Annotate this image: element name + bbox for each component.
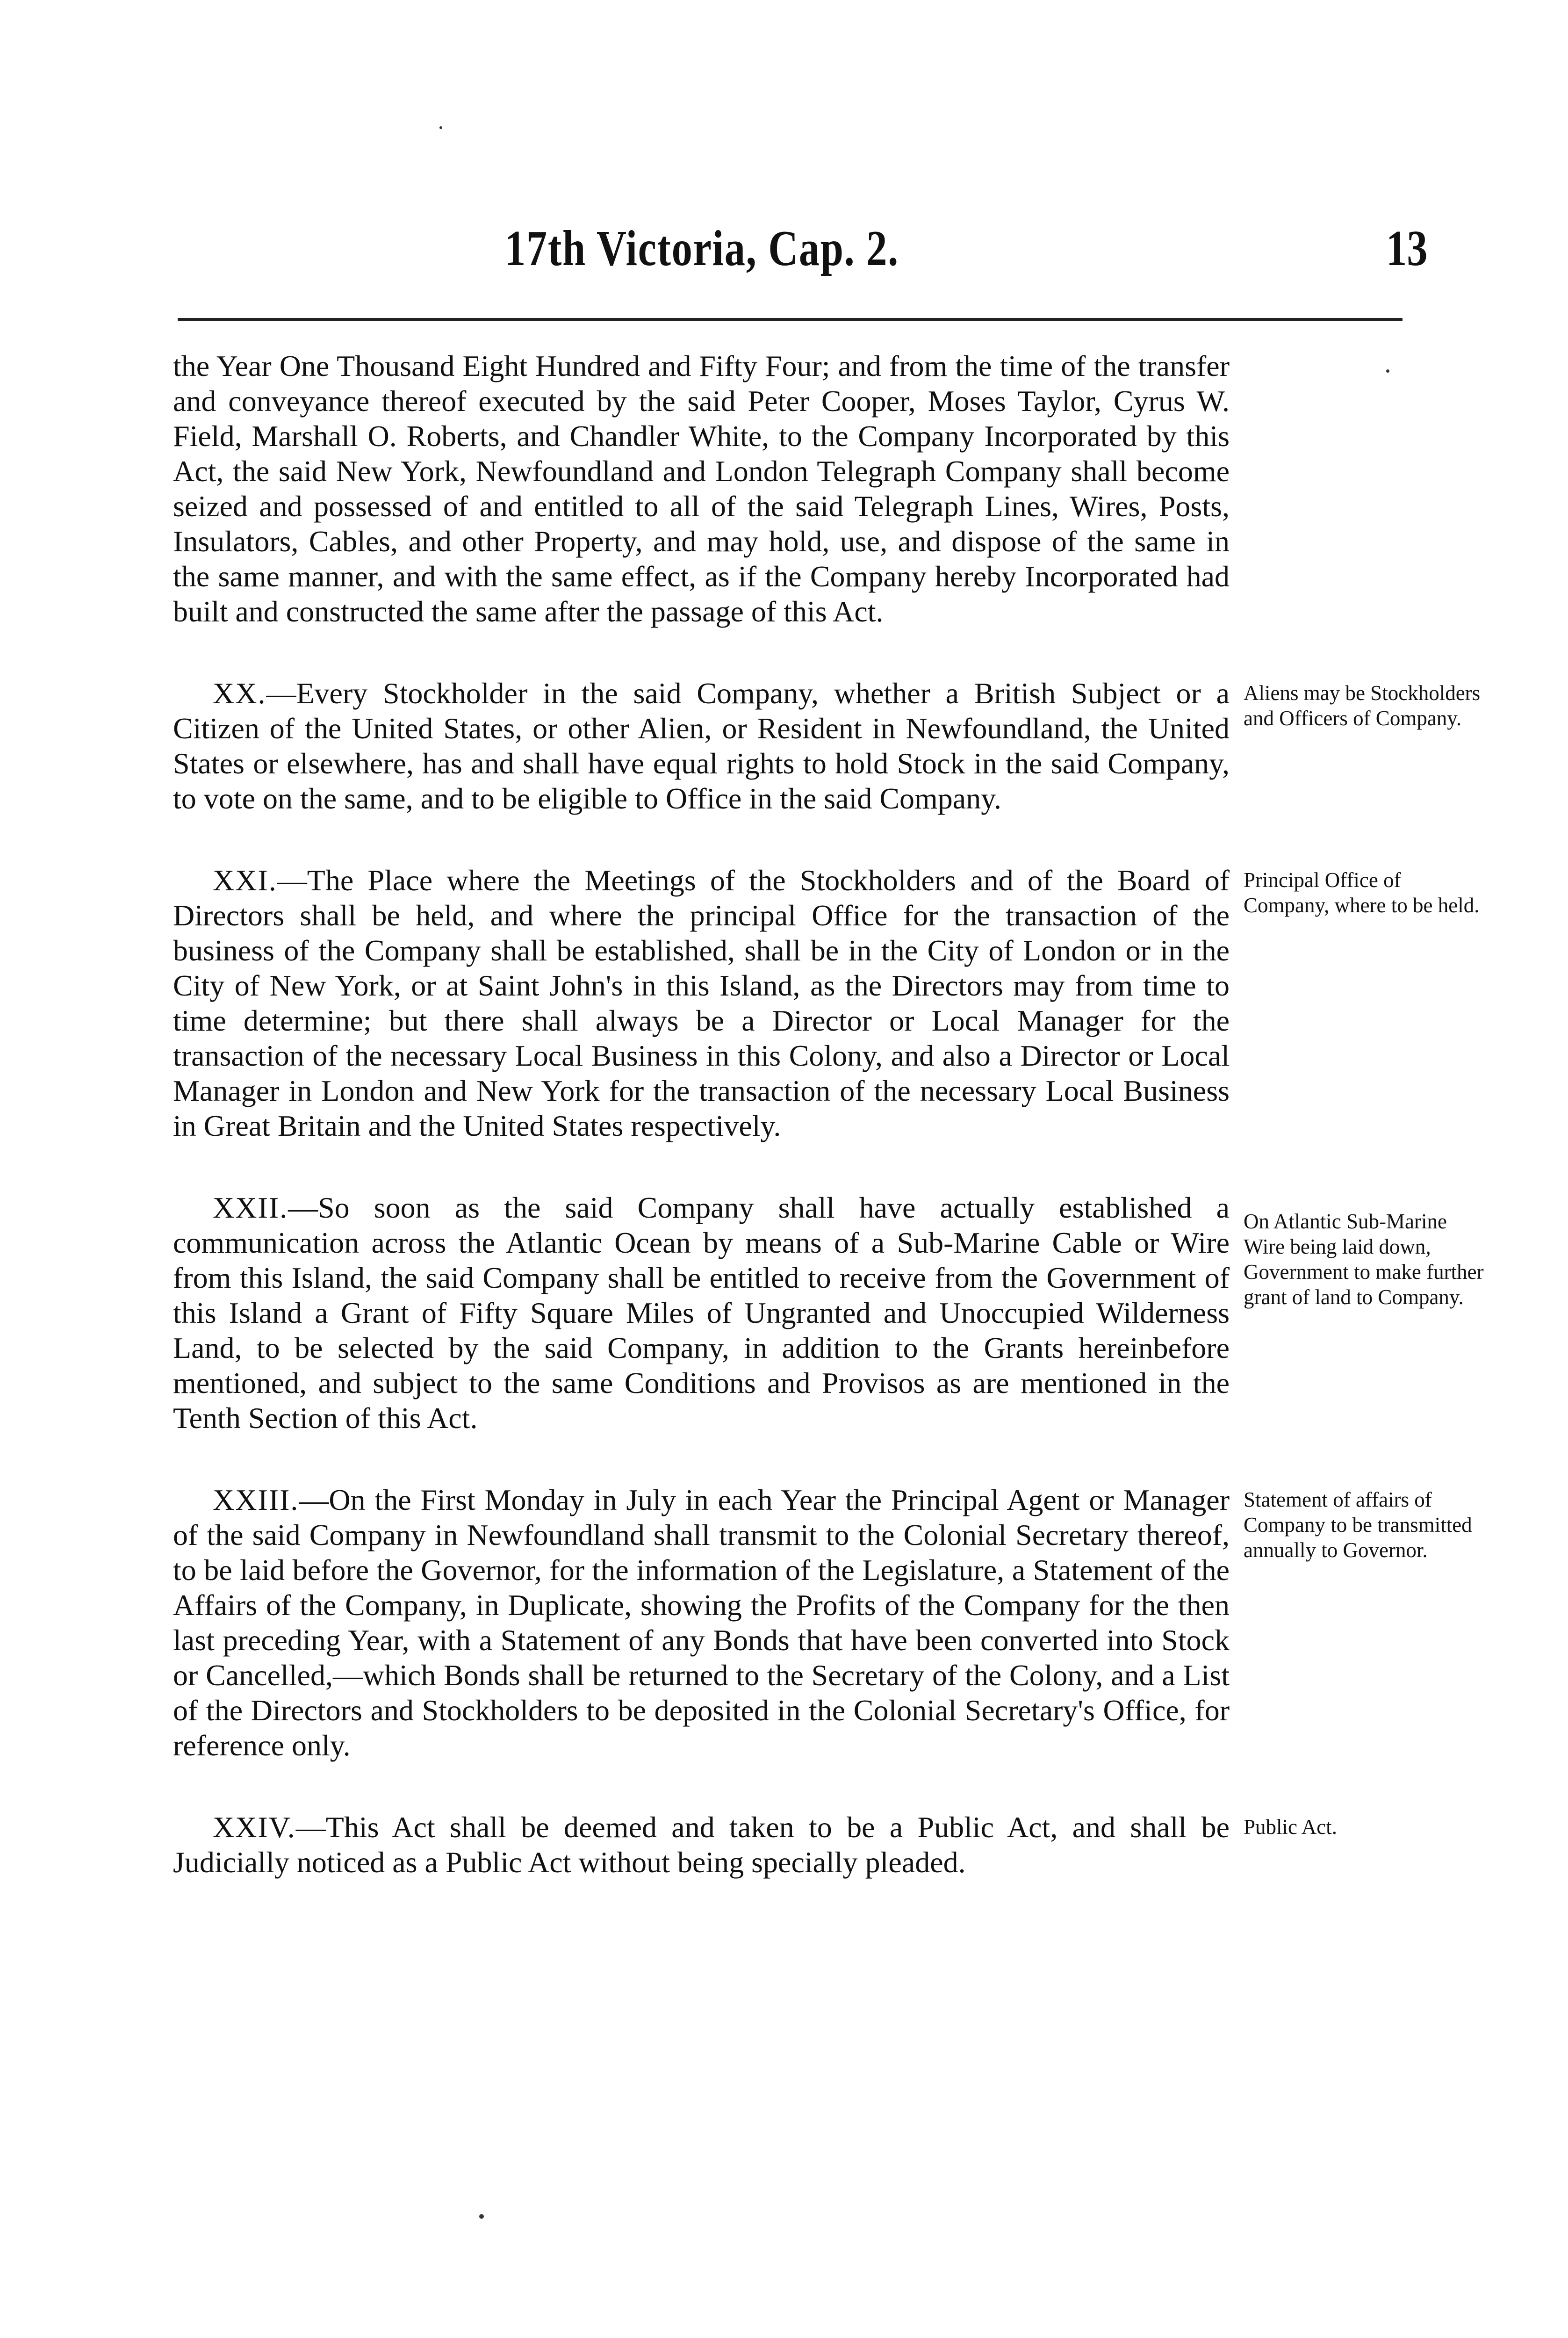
- section-xxii: [173, 1190, 1484, 1436]
- running-header: [0, 220, 1568, 304]
- section-text: —On the First Monday in July in each Year the Principal Agent or Manager of the said Company in Newfoundland shall transmit to the Colonial Secretary thereof, to be laid before the Governor, for the information of the Legislature, a Statement of the Affairs of the Company, in Duplicate, showing the Profits of the Company for the then last preceding Year, with a Statement of any Bonds that have been converted into Stock or Cancelled,—which Bonds shall be returned to the Secretary of the Colony, and a List of the Directors and Stockholders to be deposited in the Colonial Secretary's Office, for reference only.: [173, 1483, 1230, 1762]
- ink-speck: [439, 126, 442, 129]
- ink-speck: [1386, 369, 1389, 373]
- running-title: 17th Victoria, Cap. 2.: [505, 221, 899, 276]
- header-rule: [178, 318, 1403, 321]
- section-text: —Every Stockholder in the said Company, whether a British Subject or a Citizen of the United States, or other Alien, or Resident in Newfoundland, the United States or elsewhere, has and shall have equal rights to hold Stock in the said Company, to vote on the same, and to be eligible to Office in the said Company.: [173, 677, 1230, 815]
- section-paragraph: [173, 1810, 1230, 1880]
- section-paragraph: [173, 676, 1230, 816]
- paragraph-text: the Year One Thousand Eight Hundred and Fifty Four; and from the time of the transfer and conveyance thereof executed by the said Peter Cooper, Moses Taylor, Cyrus W. Field, Marshall O. Roberts, and Chandler White, to the Company Incorporated by this Act, the said New York, Newfoundland and London Telegraph Company shall become seized and possessed of and entitled to all of the said Telegraph Lines, Wires, Posts, Insulators, Cables, and other Property, and may hold, use, and dispose of the same in the same manner, and with the same effect, as if the Company hereby Incorporated had built and constructed the same after the passage of this Act.: [173, 349, 1230, 628]
- section-number: XXI.: [213, 864, 277, 897]
- section-text: —The Place where the Meetings of the Stockholders and of the Board of Directors shall be held, and where the principal Office for the transaction of the business of the Company shall be established, shall be in the City of London or in the City of New York, or at Saint John's in this Island, as the Directors may from time to time determine; but there shall always be a Director or Local Manager for the transaction of the necessary Local Business in this Colony, and also a Director or Local Manager in London and New York for the transaction of the necessary Local Business in Great Britain and the United States respectively.: [173, 864, 1230, 1142]
- page-number: 13: [1386, 221, 1428, 276]
- ink-speck: [479, 2214, 484, 2219]
- margin-note: Statement of affairs of Company to be transmitted annually to Governor.: [1244, 1488, 1472, 1562]
- section-paragraph: [173, 863, 1230, 1143]
- margin-note: On Atlantic Sub-Marine Wire being laid down, Government to make further grant of land to Company.: [1244, 1210, 1484, 1309]
- act-text: [173, 348, 1484, 1880]
- section-text: —This Act shall be deemed and taken to be a Public Act, and shall be Judicially noticed as a Public Act without being specially pleaded.: [173, 1811, 1230, 1879]
- section-number: XX.: [213, 677, 266, 710]
- margin-note: Public Act.: [1244, 1815, 1337, 1839]
- section-xxiii: [173, 1482, 1472, 1763]
- section-number: XXIII.: [213, 1483, 299, 1516]
- margin-note: Principal Office of Company, where to be held.: [1244, 868, 1480, 917]
- section-xx: [173, 676, 1481, 816]
- continuation-paragraph: [173, 348, 1388, 629]
- section-number: XXII.: [213, 1191, 288, 1224]
- section-xxi: [173, 863, 1480, 1143]
- section-xxiv: [173, 1810, 1388, 1880]
- section-number: XXIV.: [213, 1811, 296, 1844]
- margin-note: Aliens may be Stockholders and Officers of Company.: [1244, 681, 1481, 730]
- section-paragraph: [173, 1190, 1230, 1436]
- section-text: —So soon as the said Company shall have actually established a communication across the Atlantic Ocean by means of a Sub-Marine Cable or Wire from this Island, the said Company shall be entitled to receive from the Government of this Island a Grant of Fifty Square Miles of Ungranted and Unoccupied Wilderness Land, to be selected by the said Company, in addition to the Grants hereinbefore mentioned, and subject to the same Conditions and Provisos as are mentioned in the Tenth Section of this Act.: [173, 1191, 1230, 1435]
- section-paragraph: [173, 1482, 1230, 1763]
